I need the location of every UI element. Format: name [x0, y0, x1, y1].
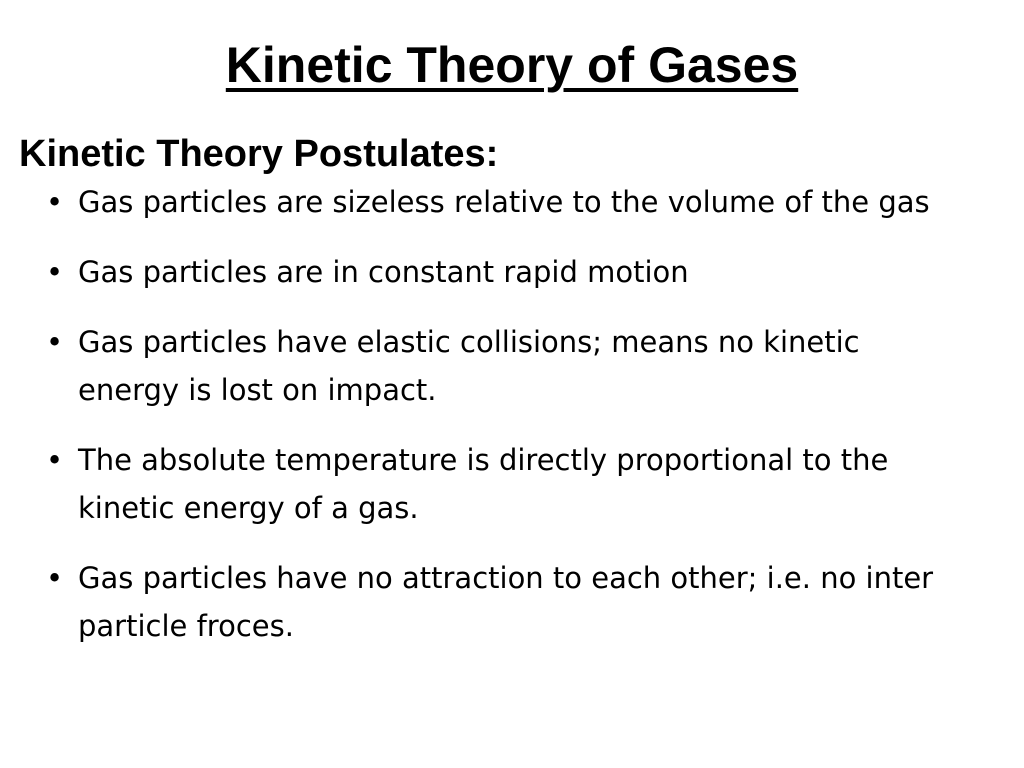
bullet-item [44, 436, 964, 532]
slide-title: Kinetic Theory of Gases [225, 37, 799, 93]
slide-subtitle: Kinetic Theory Postulates: [19, 133, 499, 175]
bullet-list [44, 178, 964, 672]
bullet-item [44, 318, 964, 414]
bullet-item [44, 248, 964, 296]
bullet-text: Gas particles have elastic collisions; means no kinetic energy is lost on impact. [78, 325, 860, 407]
bullet-text: Gas particles are sizeless relative to the volume of the gas [78, 185, 930, 219]
bullet-icon: • [46, 255, 64, 289]
bullet-text: The absolute temperature is directly proportional to the kinetic energy of a gas. [78, 443, 889, 525]
bullet-icon: • [46, 185, 64, 219]
bullet-text: Gas particles are in constant rapid motion [78, 255, 689, 289]
bullet-icon: • [46, 561, 64, 595]
bullet-text: Gas particles have no attraction to each other; i.e. no inter particle froces. [78, 561, 934, 643]
bullet-icon: • [46, 325, 64, 359]
bullet-icon: • [46, 443, 64, 477]
bullet-item [44, 178, 964, 226]
bullet-item [44, 554, 964, 650]
